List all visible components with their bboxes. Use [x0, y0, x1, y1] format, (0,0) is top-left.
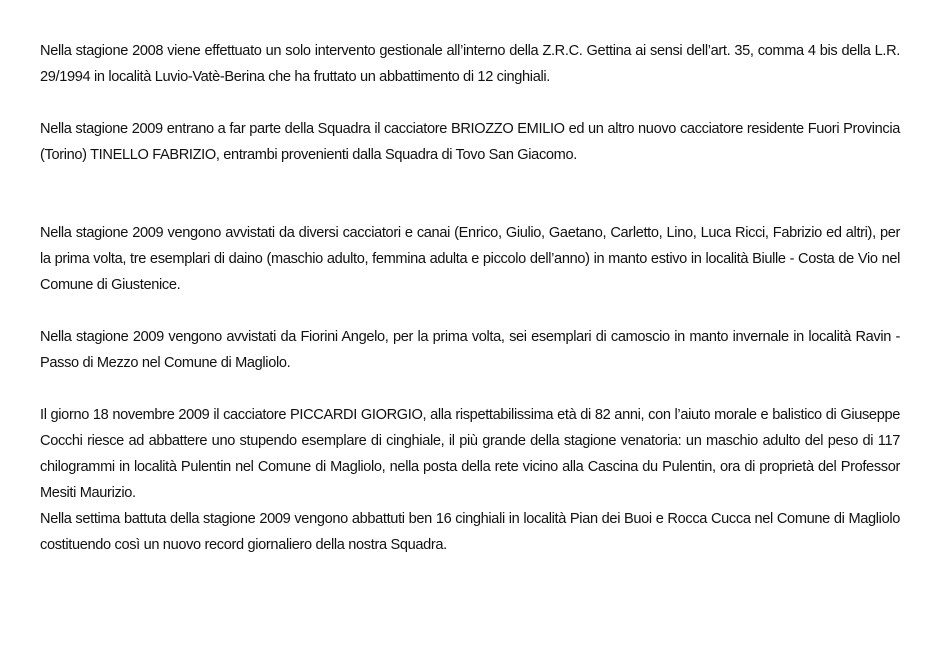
paragraph-piccardi-record-boar: Il giorno 18 novembre 2009 il cacciatore PICCARDI GIORGIO, alla rispettabilissima età di 82 anni, con l’aiuto morale e balistico di Giuseppe Cocchi riesce ad abbattere uno stupendo esemplare di cinghiale, il più grande della stagione venatoria: un maschio adulto del peso di 117 chilogrammi in località Pulentin nel Comune di Magliolo, nella posta della rete vicino alla Cascina du Pulentin, ora di proprietà del Professor Mesiti Maurizio.	[40, 407, 900, 501]
paragraph-daino-sighting-2009: Nella stagione 2009 vengono avvistati da diversi cacciatori e canai (Enrico, Giulio, Gaetano, Carletto, Lino, Luca Ricci, Fabrizio ed altri), per la prima volta, tre esemplari di daino (maschio adulto, femmina adulta e piccolo dell’anno) in manto estivo in località Biulle - Costa de Vio nel Comune di Giustenice.	[40, 225, 900, 293]
paragraph-new-hunters-2009: Nella stagione 2009 entrano a far parte della Squadra il cacciatore BRIOZZO EMILIO ed un altro nuovo cacciatore residente Fuori Provincia (Torino) TINELLO FABRIZIO, entrambi provenienti dalla Squadra di Tovo San Giacomo.	[40, 121, 900, 163]
paragraph-zrc-gettina-2008: Nella stagione 2008 viene effettuato un solo intervento gestionale all’interno della Z.R.C. Gettina ai sensi dell’art. 35, comma 4 bis della L.R. 29/1994 in località Luvio-Vatè-Berina che ha fruttato un abbattimento di 12 cinghiali.	[40, 43, 900, 85]
paragraph-camoscio-sighting-2009: Nella stagione 2009 vengono avvistati da Fiorini Angelo, per la prima volta, sei esemplari di camoscio in manto invernale in località Ravin - Passo di Mezzo nel Comune di Magliolo.	[40, 329, 900, 371]
paragraph-daily-record-2009: Nella settima battuta della stagione 2009 vengono abbattuti ben 16 cinghiali in località Pian dei Buoi e Rocca Cucca nel Comune di Magliolo costituendo così un nuovo record giornaliero della nostra Squadra.	[40, 511, 900, 553]
document-page	[40, 38, 900, 558]
